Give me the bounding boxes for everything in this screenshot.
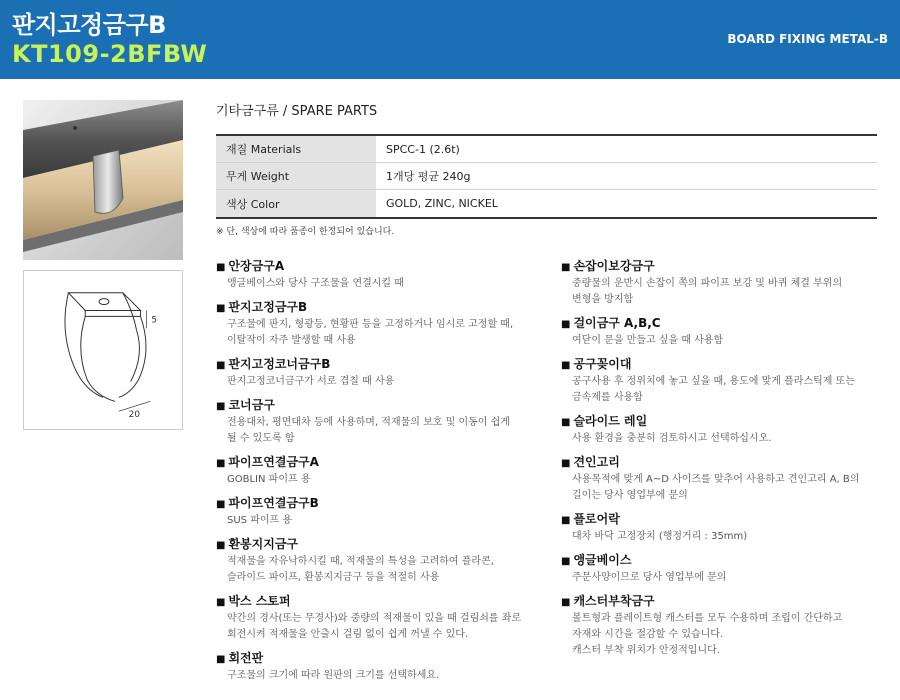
product-title-korean: 판지고정금구B [12, 11, 166, 39]
spec-value: SPCC-1 (2.6t) [386, 142, 460, 156]
bullet-icon: ■ [216, 540, 226, 551]
item-title: ■ 견인고리 [561, 455, 620, 469]
item-title: ■ 환봉지지금구 [216, 537, 299, 551]
list-item [216, 299, 551, 349]
item-description: 볼트형과 플레이트형 캐스터를 모두 수용하며 조립이 간단하고 자재와 시간을 절감할 수 있습니다. 캐스터 부착 위치가 안정적입니다. [572, 613, 843, 656]
item-title: ■ 캐스터부착금구 [561, 594, 655, 608]
item-description: 전용대차, 평면대차 등에 사용하며, 적재물의 보호 및 이동이 쉽게 될 수 있도록 함 [227, 417, 510, 444]
list-item [216, 397, 551, 447]
bullet-icon: ■ [561, 458, 571, 469]
item-title: ■ 파이프연결금구B [216, 496, 319, 510]
item-title: ■ 걸이금구 A,B,C [561, 316, 661, 330]
bullet-icon: ■ [561, 556, 571, 567]
item-description: 대차 바닥 고정장치 (행정거리 : 35mm) [572, 531, 748, 542]
dimension-height-label: 5 [151, 315, 158, 326]
list-item [216, 593, 551, 643]
item-title: ■ 공구꽂이대 [561, 357, 632, 371]
bullet-icon: ■ [216, 360, 226, 371]
bullet-icon: ■ [216, 303, 226, 314]
bullet-icon: ■ [561, 262, 571, 273]
product-photo [23, 100, 183, 260]
bullet-icon: ■ [216, 458, 226, 469]
item-description: 구조물에 판지, 형광등, 현황판 등을 고정하거나 임시로 고정할 때, 이탈작이 자주 발생할 때 사용 [227, 319, 514, 346]
spec-value: GOLD, ZINC, NICKEL [386, 197, 498, 210]
spec-label: 무게 Weight [216, 163, 376, 189]
list-item [216, 356, 551, 390]
bullet-icon: ■ [216, 597, 226, 608]
list-item [561, 413, 881, 447]
list-item [216, 258, 551, 292]
item-title: ■ 회전판 [216, 651, 264, 665]
bullet-icon: ■ [216, 401, 226, 412]
parts-list-left [216, 258, 551, 691]
item-title: ■ 플로어락 [561, 512, 620, 526]
spec-row-weight [216, 163, 877, 190]
product-code: KT109-2BFBW [12, 40, 208, 68]
bullet-icon: ■ [561, 319, 571, 330]
item-title: ■ 안장금구A [216, 259, 285, 273]
list-item [561, 511, 881, 545]
list-item [216, 536, 551, 586]
spec-table [216, 134, 877, 219]
bullet-icon: ■ [216, 262, 226, 273]
item-title: ■ 판지고정금구B [216, 300, 308, 314]
list-item [561, 356, 881, 406]
item-description: 사용목적에 맞게 A~D 사이즈를 맞추어 사용하고 견인고리 A, B의 길이는 당사 영업부에 문의 [572, 474, 860, 501]
bullet-icon: ■ [561, 597, 571, 608]
item-description: 중량물의 운반시 손잡이 쪽의 파이프 보강 및 바퀴 체결 부위의 변형을 방지함 [572, 278, 843, 305]
item-title: ■ 판지고정코너금구B [216, 357, 331, 371]
spec-label: 색상 Color [216, 190, 376, 217]
item-description: 구조물의 크기에 따라 원판의 크기를 선택하세요. [227, 670, 440, 681]
bullet-icon: ■ [561, 360, 571, 371]
bullet-icon: ■ [561, 417, 571, 428]
item-description: 여닫이 문을 만들고 싶을 때 사용함 [572, 335, 724, 346]
list-item [561, 552, 881, 586]
spec-row-color [216, 190, 877, 217]
item-description: 약간의 경사(또는 무경사)와 중량의 적재물이 있을 때 걸림쇠를 좌로 회전시켜 적재물을 안출시 걸림 없이 쉽게 꺼낼 수 있다. [227, 613, 522, 640]
item-title: ■ 손잡이보강금구 [561, 259, 655, 273]
bullet-icon: ■ [216, 654, 226, 665]
list-item [561, 315, 881, 349]
list-item [561, 593, 881, 659]
parts-list-right [561, 258, 881, 666]
color-note: ※ 단, 색상에 따라 품종이 한정되어 있습니다. [216, 227, 395, 237]
bullet-icon: ■ [216, 499, 226, 510]
spec-value: 1개당 평균 240g [386, 170, 471, 183]
item-title: ■ 박스 스토퍼 [216, 594, 291, 608]
item-description: 앵글베이스와 당사 구조물을 연결시킬 때 [227, 278, 404, 289]
spec-label: 재질 Materials [216, 136, 376, 162]
header-banner [0, 0, 900, 79]
item-title: ■ 앵글베이스 [561, 553, 632, 567]
list-item [216, 650, 551, 684]
item-title: ■ 슬라이드 레일 [561, 414, 648, 428]
item-description: 공구사용 후 정위치에 놓고 싶을 때, 용도에 맞게 플라스틱제 또는 금속제를 사용함 [572, 376, 855, 403]
technical-drawing [23, 270, 183, 430]
item-description: 판지고정코너금구가 서로 겹칠 때 사용 [227, 376, 395, 387]
item-description: 주문사양이므로 당사 영업부에 문의 [572, 572, 727, 583]
item-description: 사용 환경을 충분히 검토하시고 선택하십시오. [572, 433, 772, 444]
item-title: ■ 코너금구 [216, 398, 275, 412]
list-item [561, 454, 881, 504]
item-description: 적재물을 자유낙하시킬 때, 적재물의 특성을 고려하여 플라콘, 슬라이드 파이프, 환봉지지금구 등을 적절히 사용 [227, 556, 494, 583]
product-title-english: BOARD FIXING METAL-B [727, 32, 888, 46]
spec-row-materials [216, 136, 877, 163]
item-description: SUS 파이프 용 [227, 515, 293, 526]
item-description: GOBLIN 파이프 용 [227, 474, 311, 485]
list-item [216, 495, 551, 529]
list-item [216, 454, 551, 488]
item-title: ■ 파이프연결금구A [216, 455, 319, 469]
section-title: 기타금구류 / SPARE PARTS [216, 104, 378, 119]
list-item [561, 258, 881, 308]
dimension-width-label: 20 [128, 410, 140, 421]
bullet-icon: ■ [561, 515, 571, 526]
